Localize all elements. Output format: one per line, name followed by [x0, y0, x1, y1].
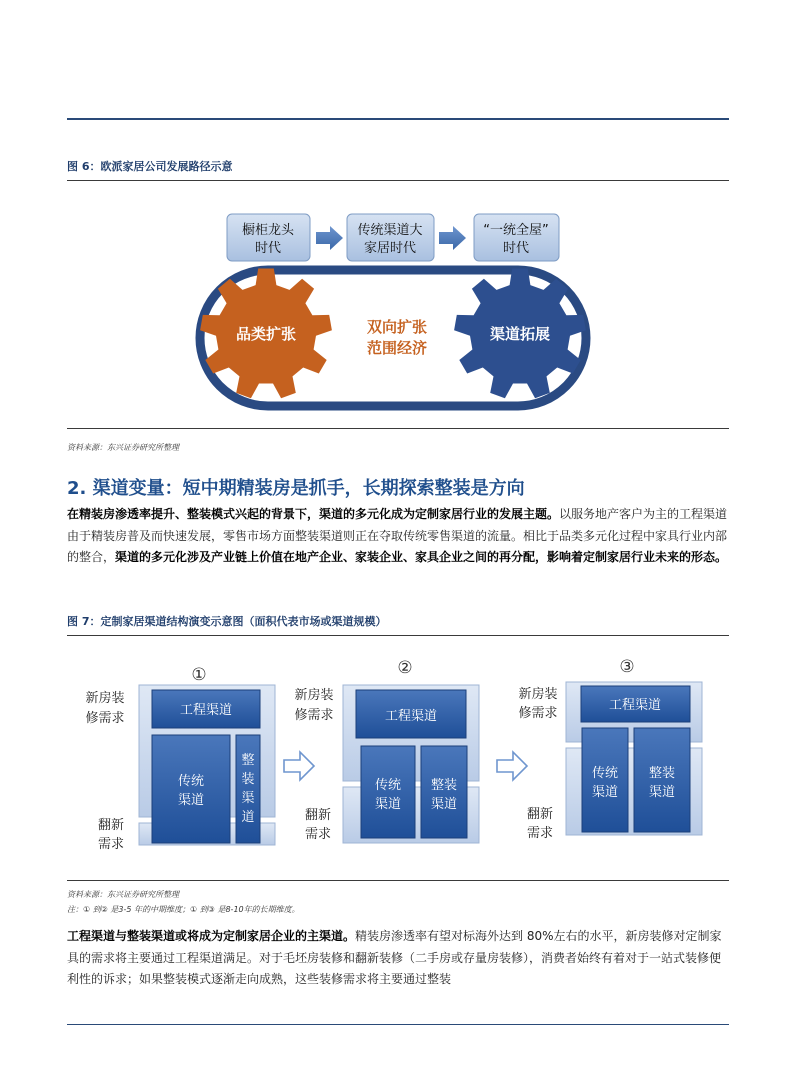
stage2-line1: 传统渠道大 — [357, 223, 423, 238]
right-gear-label: 渠道拓展 — [489, 325, 551, 343]
figure7-note: 注：① 到② 是3-5 年的中期维度；① 到③ 是8-10年的长期维度。 — [67, 905, 300, 914]
panel2-renov-label-1: 翻新 — [304, 808, 332, 823]
panel1-integrated — [236, 735, 260, 843]
panel2-integrated-label-2: 渠道 — [430, 797, 458, 812]
panel1-number: ① — [191, 665, 207, 685]
panel2-integrated-label-1: 整装 — [430, 778, 458, 793]
stage1-line2: 时代 — [254, 241, 282, 256]
panel1-engineering-label: 工程渠道 — [179, 703, 233, 718]
panel1-renov-label-1: 翻新 — [97, 818, 125, 833]
panel1-integrated-label: 整装渠道 — [241, 753, 255, 825]
panel3-new-label-2: 修需求 — [518, 706, 558, 721]
section-heading: 2. 渠道变量：短中期精装房是抓手，长期探索整装是方向 — [67, 478, 525, 499]
stage3-line1: “一统全屋” — [483, 223, 549, 238]
paragraph1-bold2: 渠道的多元化涉及产业链上价值在地产企业、家装企业、家具企业之间的再分配，影响着定制家居行业未来的形态。 — [115, 550, 728, 564]
panel1-traditional-label-1: 传统 — [177, 774, 205, 789]
figure7-caption: 图 7：定制家居渠道结构演变示意图（面积代表市场或渠道规模） — [67, 615, 387, 628]
figure6-caption: 图 6：欧派家居公司发展路径示意 — [67, 160, 233, 173]
stage3-line2: 时代 — [502, 241, 530, 256]
panel3-integrated-label-1: 整装 — [648, 766, 676, 781]
center-label-line2: 范围经济 — [366, 339, 428, 357]
paragraph-2 — [67, 926, 729, 991]
paragraph1-text1: 以服务地产客户为主的工程渠道由于精装房普及而快速发展，零售市场方面整装渠道则正在夺取传统零售渠道的流量。相比于品类多元化过程中家具行业内部的整合， — [67, 507, 728, 564]
panel3-new-label-1: 新房装 — [518, 687, 558, 702]
center-label-line1: 双向扩张 — [366, 318, 428, 336]
stage1-line1: 橱柜龙头 — [241, 223, 295, 238]
paragraph2-text1: 精装房渗透率有望对标海外达到 80%左右的水平，新房装修对定制家具的需求将主要通过工程渠道满足。对于毛坯房装修和翻新装修（二手房或存量房装修），消费者始终有着对于一站式装修便利性的诉求；如果整装模式逐渐走向成熟，这些装修需求将主要通过整装 — [67, 929, 722, 986]
panel1-traditional — [152, 735, 230, 843]
figure7-bottom-rule — [67, 880, 729, 881]
panel3-engineering-label: 工程渠道 — [608, 698, 662, 713]
panel3-renov-label-2: 需求 — [526, 826, 554, 841]
panel1-new-label-1: 新房装 — [85, 691, 125, 706]
panel3-traditional-label-1: 传统 — [591, 766, 619, 781]
hollow-arrow-right-icon — [284, 752, 314, 780]
panel2-traditional-label-2: 渠道 — [374, 797, 402, 812]
panel1-renov-label-2: 需求 — [97, 837, 125, 852]
panel1-new-label-2: 修需求 — [85, 711, 125, 726]
figure7-source: 资料来源：东兴证券研究所整理 — [67, 890, 179, 899]
panel2-new-label-1: 新房装 — [294, 688, 334, 703]
panel3-traditional-label-2: 渠道 — [591, 785, 619, 800]
paragraph2-bold1: 工程渠道与整装渠道或将成为定制家居企业的主渠道。 — [67, 929, 356, 943]
panel2-traditional-label-1: 传统 — [374, 778, 402, 793]
figure6-source: 资料来源：东兴证券研究所整理 — [67, 443, 179, 452]
panel3-number: ③ — [619, 657, 635, 677]
panel1-traditional-label-2: 渠道 — [177, 793, 205, 808]
stage2-line2: 家居时代 — [363, 241, 417, 256]
hollow-arrow-right-icon — [497, 752, 527, 780]
panel2-engineering-label: 工程渠道 — [384, 709, 438, 724]
panel3-integrated-label-2: 渠道 — [648, 785, 676, 800]
panel2-number: ② — [397, 658, 413, 678]
panel3-renov-label-1: 翻新 — [526, 807, 554, 822]
footer-rule — [67, 1024, 729, 1025]
paragraph1-bold1: 在精装房渗透率提升、整装模式兴起的背景下，渠道的多元化成为定制家居行业的发展主题。 — [67, 507, 560, 521]
panel2-renov-label-2: 需求 — [304, 827, 332, 842]
panel2-new-label-2: 修需求 — [294, 708, 334, 723]
left-gear-label: 品类扩张 — [235, 325, 297, 343]
